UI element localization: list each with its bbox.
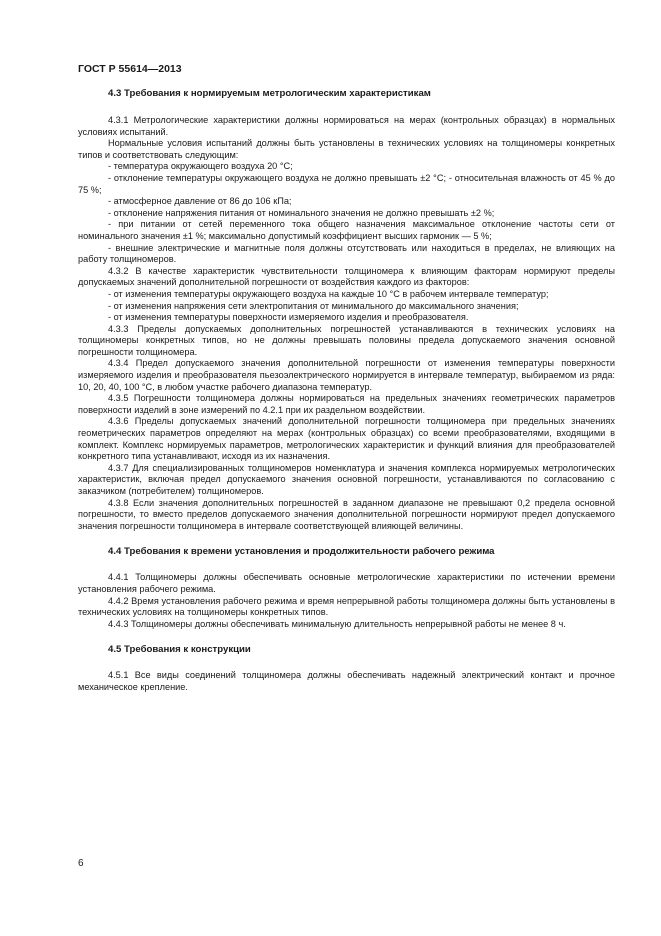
paragraph: 4.3.1 Метрологические характеристики должны нормироваться на мерах (контрольных образцах) в нормальных условиях испытаний. (78, 115, 615, 137)
paragraph: 4.4.3 Толщиномеры должны обеспечивать минимальную длительность непрерывной работы не менее 8 ч. (108, 618, 566, 629)
list-item: - от изменения температуры окружающего воздуха на каждые 10 °С в рабочем интервале температур; (108, 288, 549, 299)
paragraph: 4.3.8 Если значения дополнительных погрешностей в заданном диапазоне не превышают 0,2 предела основной погрешности, то вместо пределов допускаемого значения дополнительной погрешности нормируют предел допускаемого значения погрешности толщиномера в интервале соответствующей влияющей величины. (78, 497, 615, 531)
document-body (78, 88, 615, 694)
paragraph: 4.3.7 Для специализированных толщиномеров номенклатура и значения комплекса нормируемых метрологических характеристик, включая предел допускаемого значения основной погрешности, устанавливаются по согласованию с заказчиком (потребителем) толщиномеров. (78, 462, 615, 496)
section-heading: 4.4 Требования к времени установления и продолжительности рабочего режима (108, 546, 495, 558)
paragraph: 4.4.2 Время установления рабочего режима и время непрерывной работы толщиномера должны быть установлены в технических условиях на толщиномеры конкретных типов. (78, 595, 615, 618)
section-heading: 4.5 Требования к конструкции (108, 644, 251, 656)
document-header: ГОСТ Р 55614—2013 (78, 63, 182, 75)
paragraph: 4.3.5 Погрешности толщиномера должны нормироваться на предельных значениях геометрических параметров поверхности изделий в зоне измерений по 4.2.1 при их раздельном воздействии. (78, 393, 615, 415)
list-item: - атмосферное давление от 86 до 106 кПа; (108, 196, 292, 207)
page-number: 6 (78, 858, 84, 869)
section-heading: 4.3 Требования к нормируемым метрологическим характеристикам (108, 88, 431, 99)
paragraph: 4.5.1 Все виды соединений толщиномера должны обеспечивать надежный электрический контакт и прочное механическое крепление. (78, 670, 615, 692)
paragraph: 4.3.4 Предел допускаемого значения дополнительной погрешности от изменения температуры поверхности измеряемого изделия и преобразователя пьезоэлектрического нормируется в интервале температур, выбираемом из ряда: 10, 20, 40, 100 °С, в любом участке рабочего диапазона температур. (78, 358, 615, 392)
list-item: - отклонение температуры окружающего воздуха не должно превышать ±2 °С; - относительная влажность от 45 % до 75 %; (78, 172, 615, 195)
list-item: - от изменения напряжения сети электропитания от минимального до максимального значения; (108, 300, 519, 311)
paragraph: 4.3.2 В качестве характеристик чувствительности толщиномера к влияющим факторам нормируют пределы допускаемых значений дополнительной погрешности от воздействия каждого из факторов: (78, 265, 615, 288)
list-item: - внешние электрические и магнитные поля должны отсутствовать или находиться в пределах, не влияющих на работу толщиномеров. (78, 242, 615, 265)
paragraph: Нормальные условия испытаний должны быть установлены в технических условиях на толщиномеры конкретных типов и соответствовать следующим: (78, 138, 615, 160)
paragraph: 4.3.3 Пределы допускаемых дополнительных погрешностей устанавливаются в технических условиях на толщиномеры конкретных типов, но не должны превышать половины предела допускаемого значения основной погрешности толщиномера. (78, 323, 615, 357)
list-item: - отклонение напряжения питания от номинального значения не должно превышать ±2 %; (108, 207, 495, 218)
paragraph: 4.3.6 Пределы допускаемых значений дополнительной погрешности толщиномера при предельных значениях геометрических параметров определяют на мерах (контрольных образцах) со всеми преобразователями, входящими в комплект. Комплекс нормируемых параметров, метрологических характеристик и функций влияния для преобразователей конкретного типа устанавливают, исходя из их назначения. (78, 416, 615, 462)
paragraph: 4.4.1 Толщиномеры должны обеспечивать основные метрологические характеристики по истечении времени установления рабочего режима. (78, 572, 615, 594)
list-item: - температура окружающего воздуха 20 °С; (108, 161, 293, 172)
list-item: - от изменения температуры поверхности измеряемого изделия и преобразователя. (108, 312, 469, 323)
list-item: - при питании от сетей переменного тока общего назначения максимальное отклонение частоты сети от номинального значения ±1 %; максимально допустимый коэффициент высших гармоник — 5 %; (78, 219, 615, 241)
